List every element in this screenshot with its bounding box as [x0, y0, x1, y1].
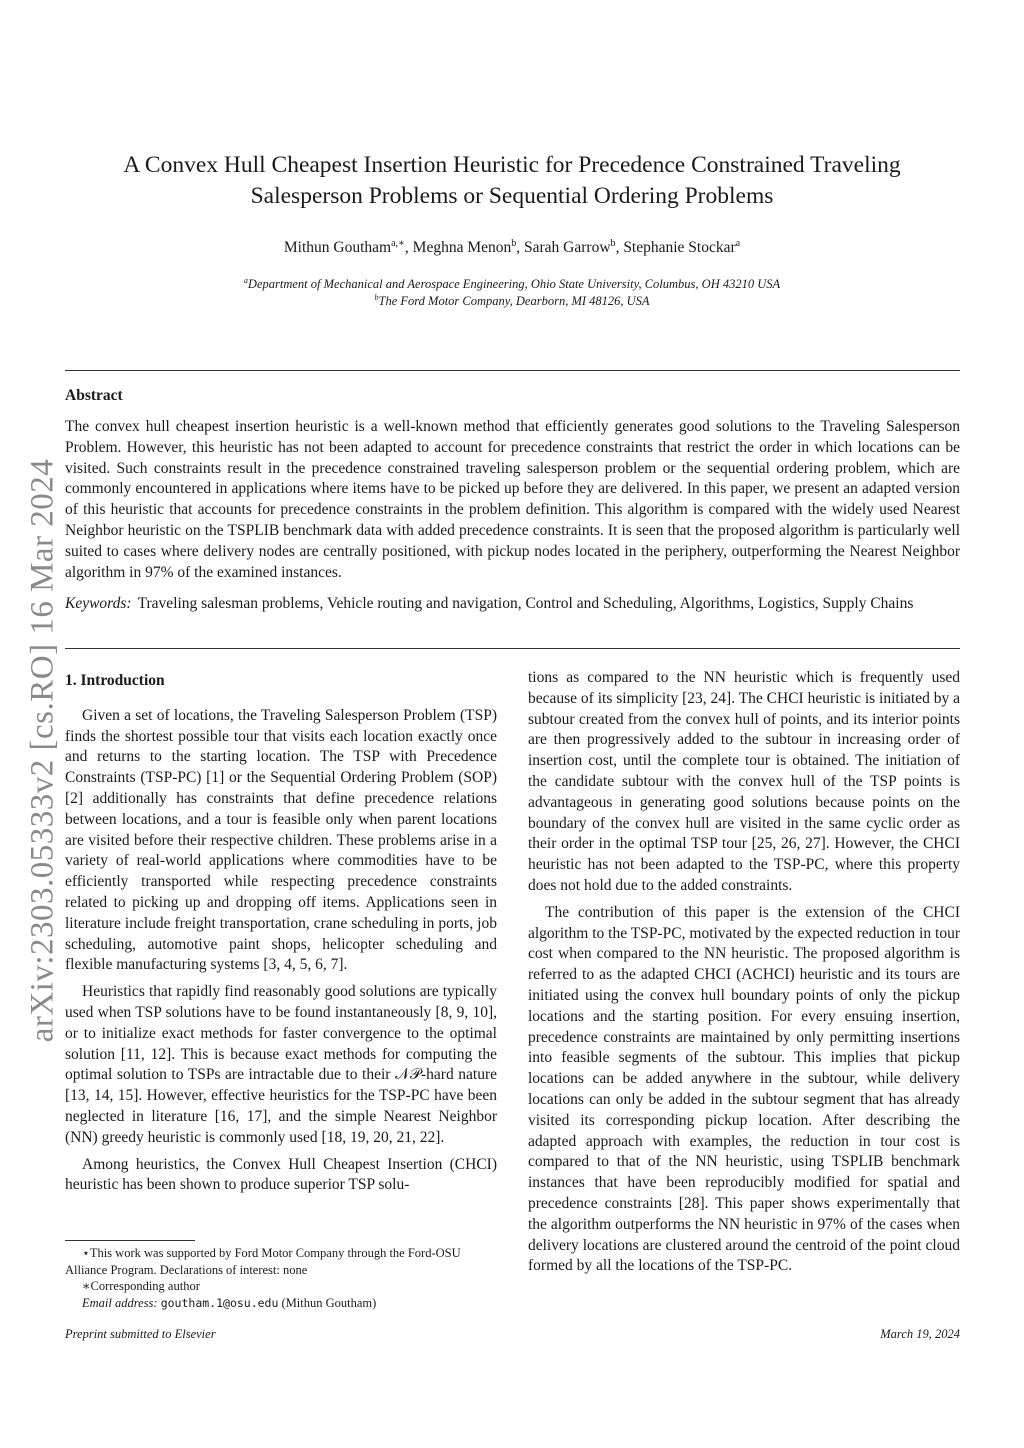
- footnotes: [65, 1245, 497, 1311]
- author-name: Stephanie Stockar: [623, 239, 736, 256]
- left-column: [65, 671, 497, 1202]
- author-name: Mithun Goutham: [283, 239, 392, 256]
- affiliation-text: Department of Mechanical and Aerospace Engineering, Ohio State University, Columbus, OH 43210 USA: [247, 277, 781, 291]
- footer-journal: Preprint submitted to Elsevier: [65, 1327, 216, 1341]
- author-separator: ,: [516, 239, 525, 256]
- paragraph: tions as compared to the NN heuristic which is frequently used because of its simplicity [23, 24]. The CHCI heuristic is initiated by a subtour created from the convex hull of points, and its interior points are then progressively added to the subtour in increasing order of insertion cost, until the complete tour is obtained. The initiation of the candidate subtour with the convex hull of the TSP points is advantageous in generating good solutions because points on the boundary of the convex hull are visited in the same cyclic order as their order in the optimal TSP tour [25, 26, 27]. However, the CHCI heuristic has not been adapted to the TSP-PC, where this property does not hold due to the added constraints.: [528, 669, 960, 894]
- abstract-divider: [65, 648, 960, 649]
- author-list: [80, 239, 944, 257]
- arxiv-identifier-text: arXiv:2303.05333v2 [cs.RO] 16 Mar 2024: [24, 458, 61, 1042]
- footnote-divider: [65, 1240, 195, 1241]
- author-name: Meghna Menon: [412, 239, 512, 256]
- keywords: [65, 594, 960, 615]
- paragraph: Given a set of locations, the Traveling Salesperson Problem (TSP) finds the shortest possible tour that visits each location exactly once and returns to the starting location. The TSP with Precedence Constraints (TSP-PC) [1] or the Sequential Ordering Problem (SOP) [2] additionally has constraints that define precedence relations between locations, and a tour is feasible only when parent locations are visited before their respective children. These problems arise in a variety of real-world applications where commodities have to be efficiently transported while respecting precedence constraints related to picking up and dropping off items. Applications seen in literature include freight transportation, crane scheduling in ports, job scheduling, automotive paint shops, helicopter scheduling and flexible manufacturing systems [3, 4, 5, 6, 7].: [65, 706, 497, 974]
- paragraph: Heuristics that rapidly find reasonably good solutions are typically used when TSP solutions have to be found instantaneously [8, 9, 10], or to initialize exact methods for faster convergence to the optimal solution [11, 12]. This is because exact methods for computing the optimal solution to TSPs are intractable due to their 𝒩𝒫-hard nature [13, 14, 15]. However, effective heuristics for the TSP-PC have been neglected in literature [16, 17], and the simple Nearest Neighbor (NN) greedy heuristic is commonly used [18, 19, 20, 21, 22].: [65, 983, 497, 1146]
- right-column: [528, 668, 960, 1283]
- author-affil-marker: a: [735, 237, 741, 249]
- affiliation-marker: a: [243, 275, 248, 285]
- title-line-1: A Convex Hull Cheapest Insertion Heuristic for Precedence Constrained Traveling: [123, 152, 901, 178]
- funding-footnote: ⋆This work was supported by Ford Motor Company through the Ford-OSU Alliance Program. Declarations of interest: none: [65, 1246, 461, 1277]
- affiliation-text: The Ford Motor Company, Dearborn, MI 48126, USA: [378, 294, 650, 308]
- keywords-text: Traveling salesman problems, Vehicle routing and navigation, Control and Scheduling, Algorithms, Logistics, Supply Chains: [137, 595, 914, 612]
- paragraph: Among heuristics, the Convex Hull Cheapest Insertion (CHCI) heuristic has been shown to produce superior TSP solu-: [65, 1155, 497, 1194]
- email-link[interactable]: goutham.1@osu.edu: [160, 1295, 279, 1310]
- affiliation-marker: b: [374, 292, 379, 302]
- title-line-2: Salesperson Problems or Sequential Ordering Problems: [250, 183, 774, 209]
- affiliation-b: [80, 293, 944, 310]
- email-owner: (Mithun Goutham): [281, 1295, 377, 1310]
- author-name: Sarah Garrow: [524, 239, 611, 256]
- author-separator: ,: [404, 239, 413, 256]
- top-divider: [65, 370, 960, 371]
- keywords-label: Keywords:: [65, 595, 132, 612]
- email-footnote: [65, 1295, 497, 1312]
- author-affil-marker: a,∗: [391, 237, 405, 249]
- abstract-heading: Abstract: [65, 387, 123, 404]
- abstract-body: The convex hull cheapest insertion heuristic is a well-known method that efficiently generates good solutions to the Traveling Salesperson Problem. However, this heuristic has not been adapted to account for precedence constraints that restrict the order in which locations can be visited. Such constraints result in the precedence constrained traveling salesperson problem or the sequential ordering problem, which are commonly encountered in applications where items have to be picked up before they are delivered. In this paper, we present an adapted version of this heuristic that accounts for precedence constraints in the problem definition. This algorithm is compared with the widely used Nearest Neighbor heuristic on the TSPLIB benchmark data with added precedence constraints. It is seen that the proposed algorithm is particularly well suited to cases where delivery nodes are centrally positioned, with pickup nodes located in the periphery, outperforming the Nearest Neighbor algorithm in 97% of the examined instances.: [65, 418, 960, 581]
- affiliations: [80, 276, 944, 310]
- author-separator: ,: [615, 239, 624, 256]
- paragraph: The contribution of this paper is the extension of the CHCI algorithm to the TSP-PC, motivated by the expected reduction in tour cost when compared to the NN heuristic. The proposed algorithm is referred to as the adapted CHCI (ACHCI) heuristic and its tours are initiated using the convex hull boundary points of only the pickup locations and the starting position. For every ensuing insertion, precedence constraints are maintained by only permitting insertions into feasible segments of the subtour. This implies that pickup locations can be added anywhere in the subtour, while delivery locations can only be added in the subtour segment that has already visited its corresponding pickup location. After describing the adapted approach with examples, the reduction in tour cost is compared to that of the NN heuristic, using TSPLIB benchmark instances that have been reproducibly modified for spatial and precedence constraints [28]. This paper shows experimentally that the algorithm outperforms the NN heuristic in 97% of the cases when delivery locations are clustered around the centroid of the point cloud formed by all the locations of the TSP-PC.: [528, 903, 960, 1275]
- section-heading: 1. Introduction: [65, 672, 165, 689]
- footer-date: March 19, 2024: [880, 1327, 960, 1341]
- author-affil-marker: b: [511, 237, 517, 249]
- affiliation-a: [80, 276, 944, 293]
- paper-title: [80, 150, 944, 212]
- author-affil-marker: b: [610, 237, 616, 249]
- email-label: Email address:: [82, 1295, 158, 1310]
- corresponding-footnote: ∗Corresponding author: [82, 1279, 200, 1293]
